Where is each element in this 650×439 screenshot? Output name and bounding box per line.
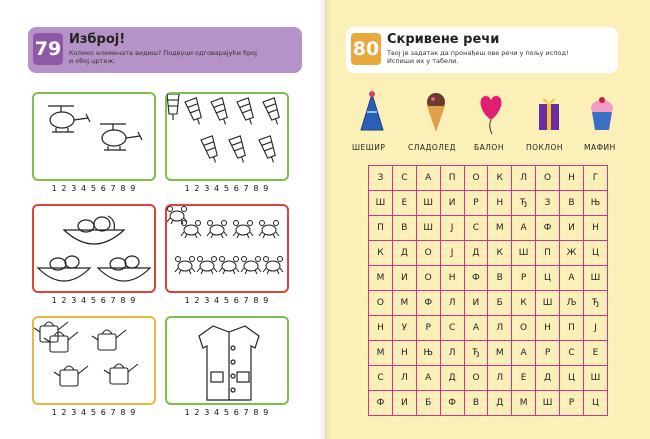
- grid-cell[interactable]: Ш: [512, 241, 536, 266]
- grid-cell[interactable]: Л: [512, 166, 536, 191]
- number-choices[interactable]: 1 2 3 4 5 6 7 8 9: [184, 408, 270, 417]
- grid-cell[interactable]: Д: [440, 366, 464, 391]
- grid-cell[interactable]: Г: [583, 166, 607, 191]
- grid-cell[interactable]: Н: [369, 316, 393, 341]
- grid-cell[interactable]: И: [392, 266, 416, 291]
- grid-row: [369, 266, 608, 291]
- grid-cell[interactable]: Е: [583, 341, 607, 366]
- grid-cell[interactable]: М: [488, 216, 512, 241]
- grid-cell[interactable]: Р: [416, 316, 440, 341]
- count-card-ice-pops[interactable]: [165, 92, 289, 181]
- exercise-79-header: [28, 27, 302, 73]
- word-search-grid[interactable]: [368, 165, 608, 416]
- grid-cell[interactable]: А: [512, 216, 536, 241]
- grid-cell[interactable]: Ш: [536, 391, 560, 416]
- number-choices[interactable]: 1 2 3 4 5 6 7 8 9: [184, 184, 270, 193]
- grid-row: [369, 191, 608, 216]
- coat-icon: [167, 318, 291, 407]
- grid-row: [369, 241, 608, 266]
- party-hat-icon: [359, 90, 385, 136]
- grid-cell[interactable]: А: [416, 166, 440, 191]
- grid-cell[interactable]: В: [488, 266, 512, 291]
- number-choices[interactable]: 1 2 3 4 5 6 7 8 9: [51, 408, 137, 417]
- count-card-coat-buttons[interactable]: [165, 316, 289, 405]
- grid-cell[interactable]: П: [536, 241, 560, 266]
- grid-cell[interactable]: Ш: [583, 266, 607, 291]
- grid-cell[interactable]: Њ: [416, 341, 440, 366]
- ice-pop-icon: [167, 94, 291, 183]
- grid-cell[interactable]: И: [560, 216, 584, 241]
- exercise-number-badge: 79: [33, 33, 63, 65]
- grid-cell[interactable]: Ц: [560, 366, 584, 391]
- grid-cell[interactable]: В: [392, 216, 416, 241]
- grid-cell[interactable]: Њ: [583, 191, 607, 216]
- grid-row: [369, 366, 608, 391]
- grid-row: [369, 291, 608, 316]
- grid-cell[interactable]: Ђ: [464, 341, 488, 366]
- exercise-80-header: [346, 27, 618, 73]
- grid-cell[interactable]: С: [369, 366, 393, 391]
- grid-cell[interactable]: М: [512, 391, 536, 416]
- grid-row: [369, 216, 608, 241]
- grid-cell[interactable]: П: [369, 216, 393, 241]
- grid-cell[interactable]: Ф: [464, 266, 488, 291]
- grid-cell[interactable]: Ф: [440, 391, 464, 416]
- grid-cell[interactable]: И: [440, 191, 464, 216]
- grid-cell[interactable]: З: [369, 166, 393, 191]
- grid-cell[interactable]: М: [488, 341, 512, 366]
- grid-cell[interactable]: Р: [464, 191, 488, 216]
- grid-cell[interactable]: С: [392, 166, 416, 191]
- grid-cell[interactable]: Ј: [440, 241, 464, 266]
- count-card-watering-cans[interactable]: [32, 316, 156, 405]
- grid-cell[interactable]: Д: [464, 241, 488, 266]
- grid-cell[interactable]: А: [416, 366, 440, 391]
- number-choices[interactable]: 1 2 3 4 5 6 7 8 9: [184, 296, 270, 305]
- number-choices[interactable]: 1 2 3 4 5 6 7 8 9: [51, 296, 137, 305]
- grid-cell[interactable]: Ш: [416, 191, 440, 216]
- grid-cell[interactable]: Л: [488, 366, 512, 391]
- exercise-title: Изброј!: [69, 32, 126, 47]
- grid-cell[interactable]: М: [392, 291, 416, 316]
- book-gutter: [318, 0, 332, 439]
- grid-cell[interactable]: И: [392, 391, 416, 416]
- grid-cell[interactable]: Л: [488, 316, 512, 341]
- grid-cell[interactable]: Ж: [560, 241, 584, 266]
- grid-cell[interactable]: В: [464, 391, 488, 416]
- word-label: БАЛОН: [474, 143, 504, 152]
- helicopter-icon: [34, 94, 158, 183]
- grid-cell[interactable]: К: [512, 291, 536, 316]
- crab-icon: [167, 206, 291, 295]
- grid-cell[interactable]: Ц: [536, 266, 560, 291]
- grid-cell[interactable]: Д: [536, 366, 560, 391]
- grid-cell[interactable]: П: [440, 166, 464, 191]
- grid-cell[interactable]: С: [464, 216, 488, 241]
- count-card-helicopters[interactable]: [32, 92, 156, 181]
- grid-cell[interactable]: Ђ: [512, 191, 536, 216]
- grid-cell[interactable]: И: [464, 291, 488, 316]
- grid-cell[interactable]: Е: [512, 366, 536, 391]
- grid-cell[interactable]: Н: [440, 266, 464, 291]
- grid-cell[interactable]: Н: [392, 341, 416, 366]
- number-choices[interactable]: 1 2 3 4 5 6 7 8 9: [51, 184, 137, 193]
- word-label: ШЕШИР: [352, 143, 386, 152]
- gift-box-icon: [535, 90, 563, 136]
- grid-cell[interactable]: П: [560, 316, 584, 341]
- exercise-number-badge: 80: [351, 33, 381, 65]
- grid-cell[interactable]: Н: [488, 191, 512, 216]
- grid-cell[interactable]: С: [440, 316, 464, 341]
- grid-row: [369, 341, 608, 366]
- watering-can-icon: [34, 318, 158, 407]
- grid-row: [369, 166, 608, 191]
- grid-cell[interactable]: Л: [440, 341, 464, 366]
- grid-cell[interactable]: Ф: [536, 216, 560, 241]
- grid-cell[interactable]: Ц: [583, 241, 607, 266]
- grid-cell[interactable]: М: [369, 341, 393, 366]
- grid-cell[interactable]: Л: [440, 291, 464, 316]
- grid-cell[interactable]: Н: [560, 166, 584, 191]
- grid-cell[interactable]: Б: [416, 391, 440, 416]
- count-card-fruit-bowls[interactable]: [32, 204, 156, 293]
- grid-cell[interactable]: К: [488, 241, 512, 266]
- grid-cell[interactable]: О: [464, 166, 488, 191]
- grid-cell[interactable]: О: [464, 366, 488, 391]
- grid-cell[interactable]: Ф: [416, 291, 440, 316]
- grid-cell[interactable]: У: [392, 316, 416, 341]
- grid-cell[interactable]: Ј: [440, 216, 464, 241]
- grid-cell[interactable]: О: [536, 166, 560, 191]
- grid-cell[interactable]: А: [560, 266, 584, 291]
- grid-cell[interactable]: Ц: [583, 391, 607, 416]
- exercise-instructions: Колико елемената видиш? Подвуци одговарајући број и обој цртеж.: [69, 49, 257, 65]
- muffin-icon: [588, 90, 616, 136]
- grid-cell[interactable]: О: [416, 241, 440, 266]
- grid-cell[interactable]: К: [488, 166, 512, 191]
- word-label: СЛАДОЛЕД: [408, 143, 457, 152]
- grid-cell[interactable]: Ш: [369, 191, 393, 216]
- grid-cell[interactable]: З: [536, 191, 560, 216]
- exercise-instructions: Твој је задатак да пронађеш ове речи у пољу испод! Испиши их у табели.: [387, 49, 569, 65]
- grid-cell[interactable]: Р: [536, 341, 560, 366]
- grid-cell[interactable]: Р: [512, 266, 536, 291]
- grid-cell[interactable]: Р: [560, 391, 584, 416]
- heart-balloon-icon: [476, 90, 506, 136]
- word-label: МАФИН: [584, 143, 616, 152]
- word-label: ПОКЛОН: [526, 143, 564, 152]
- grid-cell[interactable]: Ј: [583, 316, 607, 341]
- grid-cell[interactable]: А: [512, 341, 536, 366]
- grid-cell[interactable]: С: [560, 341, 584, 366]
- grid-cell[interactable]: В: [560, 191, 584, 216]
- grid-row: [369, 316, 608, 341]
- grid-cell[interactable]: Б: [488, 291, 512, 316]
- grid-cell[interactable]: Ђ: [583, 291, 607, 316]
- count-card-crabs[interactable]: [165, 204, 289, 293]
- grid-cell[interactable]: А: [464, 316, 488, 341]
- grid-row: [369, 391, 608, 416]
- exercise-title: Скривене речи: [387, 32, 500, 47]
- grid-cell[interactable]: О: [512, 316, 536, 341]
- grid-cell[interactable]: О: [416, 266, 440, 291]
- grid-cell[interactable]: М: [369, 266, 393, 291]
- grid-cell[interactable]: Љ: [560, 291, 584, 316]
- grid-cell[interactable]: Д: [488, 391, 512, 416]
- grid-cell[interactable]: Е: [392, 191, 416, 216]
- grid-cell[interactable]: Ф: [369, 391, 393, 416]
- grid-cell[interactable]: Ш: [536, 291, 560, 316]
- grid-cell[interactable]: Н: [536, 316, 560, 341]
- grid-cell[interactable]: Н: [583, 216, 607, 241]
- ice-cream-icon: [423, 90, 449, 136]
- grid-cell[interactable]: Л: [392, 366, 416, 391]
- grid-cell[interactable]: О: [369, 291, 393, 316]
- grid-cell[interactable]: Ш: [583, 366, 607, 391]
- fruit-bowl-icon: [34, 206, 158, 295]
- grid-cell[interactable]: Д: [392, 241, 416, 266]
- grid-cell[interactable]: К: [369, 241, 393, 266]
- grid-cell[interactable]: Ш: [416, 216, 440, 241]
